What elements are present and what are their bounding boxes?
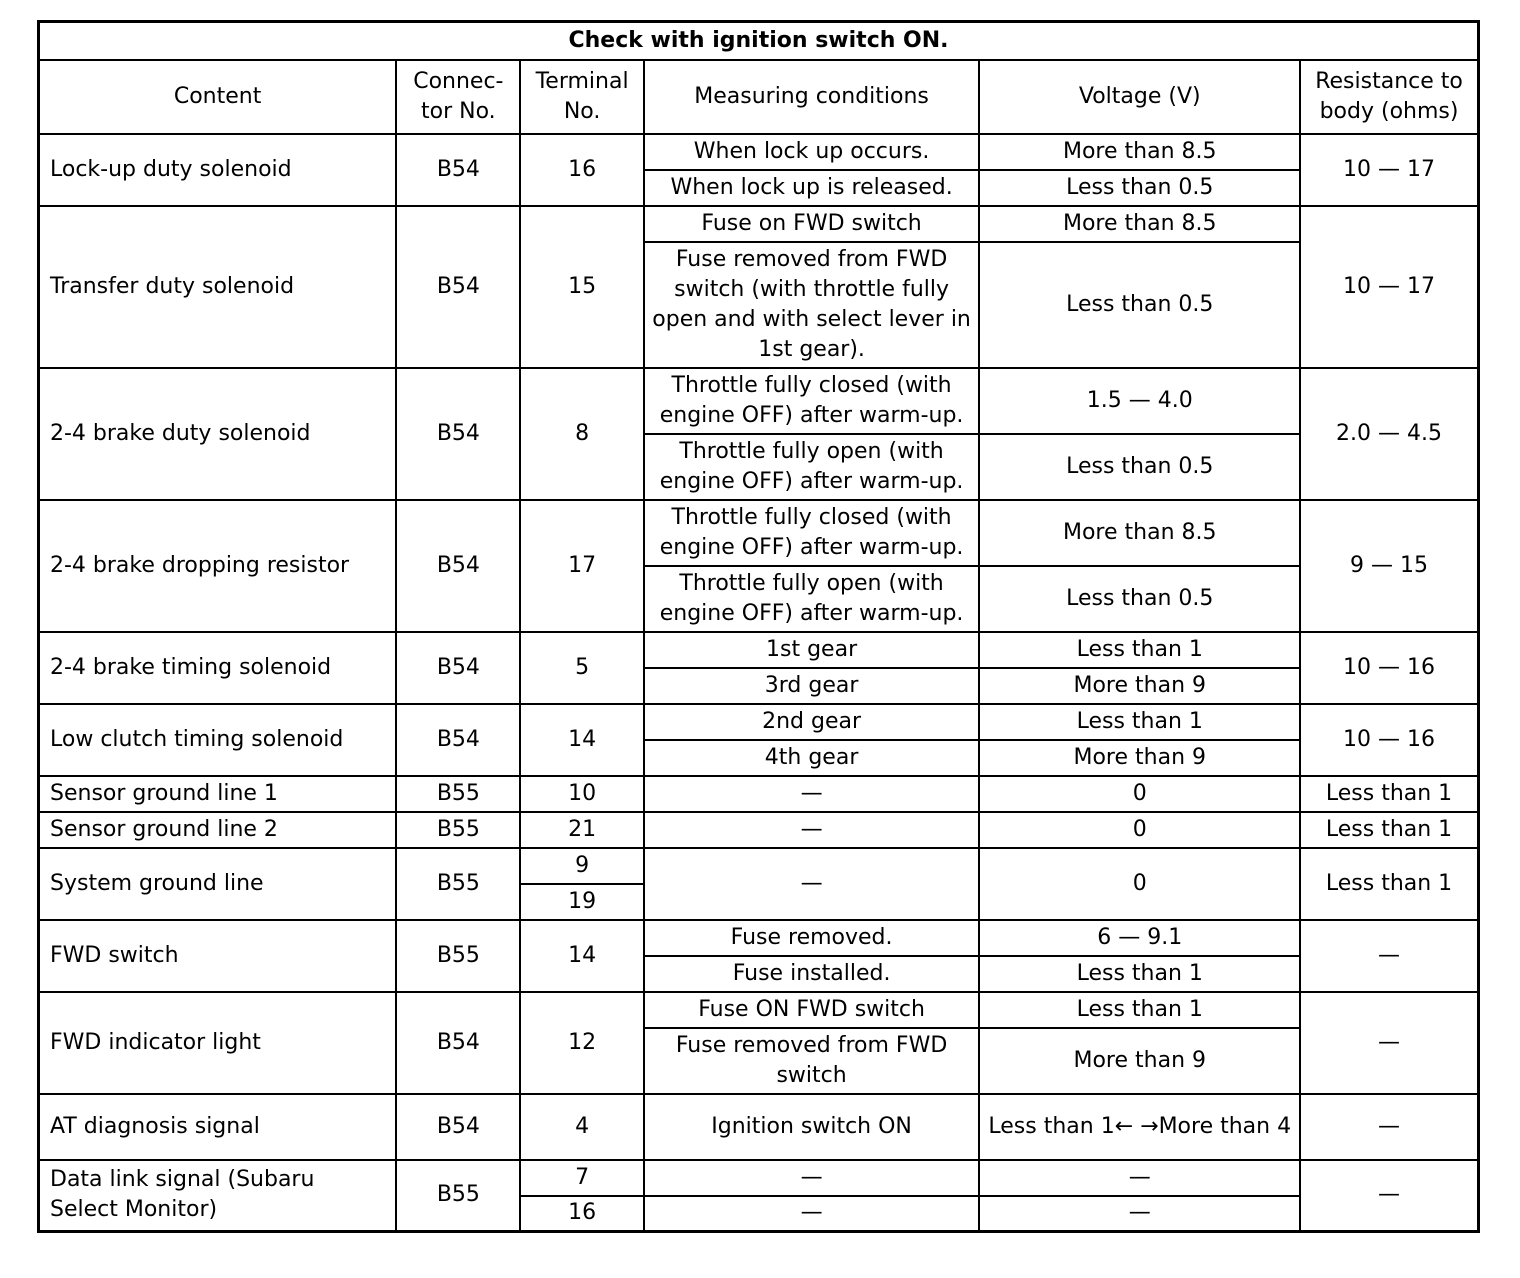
terminal-cell: 19 [520,884,643,920]
resistance-cell: — [1300,920,1478,992]
content-cell: Lock-up duty solenoid [39,134,397,206]
resistance-cell: — [1300,1094,1478,1160]
table-row [39,776,1479,812]
terminal-cell: 5 [520,632,643,704]
voltage-cell: More than 8.5 [979,206,1300,242]
condition-cell: 3rd gear [644,668,980,704]
voltage-cell: Less than 0.5 [979,242,1300,368]
table-row [39,368,1479,434]
voltage-cell: More than 8.5 [979,134,1300,170]
condition-cell: Fuse installed. [644,956,980,992]
resistance-cell: Less than 1 [1300,776,1478,812]
condition-cell: Throttle fully open (with engine OFF) after warm-up. [644,434,980,500]
condition-cell: Throttle fully closed (with engine OFF) after warm-up. [644,368,980,434]
content-cell: 2-4 brake timing solenoid [39,632,397,704]
connector-cell: B54 [396,134,520,206]
terminal-cell: 8 [520,368,643,500]
voltage-cell: 1.5 — 4.0 [979,368,1300,434]
condition-cell: — [644,1196,980,1232]
table-row [39,134,1479,170]
header-connector: Connec-tor No. [396,60,520,134]
condition-cell: When lock up is released. [644,170,980,206]
table-row [39,1160,1479,1196]
connector-cell: B54 [396,704,520,776]
content-cell: Low clutch timing solenoid [39,704,397,776]
voltage-check-table [37,20,1480,1233]
connector-cell: B54 [396,206,520,368]
header-conditions: Measuring conditions [644,60,980,134]
condition-cell: Throttle fully open (with engine OFF) after warm-up. [644,566,980,632]
content-cell: FWD switch [39,920,397,992]
table-row [39,848,1479,884]
voltage-cell: More than 9 [979,740,1300,776]
resistance-cell: 10 — 16 [1300,632,1478,704]
voltage-cell: 0 [979,776,1300,812]
voltage-cell: — [979,1196,1300,1232]
condition-cell: 2nd gear [644,704,980,740]
connector-cell: B54 [396,500,520,632]
table-row [39,920,1479,956]
condition-cell: Fuse removed from FWD switch (with throttle fully open and with select lever in 1st gear). [644,242,980,368]
resistance-cell: 9 — 15 [1300,500,1478,632]
table-row [39,206,1479,242]
condition-cell: Fuse ON FWD switch [644,992,980,1028]
content-cell: Sensor ground line 1 [39,776,397,812]
header-terminal: Terminal No. [520,60,643,134]
condition-cell: 4th gear [644,740,980,776]
voltage-cell: Less than 1 [979,704,1300,740]
header-row [39,60,1479,134]
voltage-cell: Less than 1 [979,632,1300,668]
header-voltage: Voltage (V) [979,60,1300,134]
content-cell: AT diagnosis signal [39,1094,397,1160]
voltage-cell: More than 8.5 [979,500,1300,566]
condition-cell: — [644,848,980,920]
condition-cell: 1st gear [644,632,980,668]
terminal-cell: 14 [520,704,643,776]
content-cell: Data link signal (Subaru Select Monitor) [39,1160,397,1232]
terminal-cell: 16 [520,134,643,206]
content-cell: Transfer duty solenoid [39,206,397,368]
voltage-cell: — [979,1160,1300,1196]
terminal-cell: 4 [520,1094,643,1160]
condition-cell: Throttle fully closed (with engine OFF) after warm-up. [644,500,980,566]
voltage-cell: 0 [979,812,1300,848]
table-row [39,992,1479,1028]
voltage-cell: Less than 1← →More than 4 [979,1094,1300,1160]
terminal-cell: 15 [520,206,643,368]
connector-cell: B54 [396,992,520,1094]
resistance-cell: 10 — 17 [1300,206,1478,368]
voltage-cell: Less than 1 [979,956,1300,992]
voltage-cell: More than 9 [979,668,1300,704]
resistance-cell: 2.0 — 4.5 [1300,368,1478,500]
resistance-cell: Less than 1 [1300,812,1478,848]
voltage-cell: Less than 0.5 [979,434,1300,500]
terminal-cell: 21 [520,812,643,848]
connector-cell: B55 [396,920,520,992]
connector-cell: B54 [396,632,520,704]
content-cell: System ground line [39,848,397,920]
content-cell: Sensor ground line 2 [39,812,397,848]
condition-cell: When lock up occurs. [644,134,980,170]
terminal-cell: 14 [520,920,643,992]
table-title: Check with ignition switch ON. [39,22,1479,60]
voltage-cell: Less than 0.5 [979,170,1300,206]
table-row [39,812,1479,848]
voltage-cell: 6 — 9.1 [979,920,1300,956]
content-cell: 2-4 brake dropping resistor [39,500,397,632]
resistance-cell: — [1300,992,1478,1094]
table-row [39,500,1479,566]
connector-cell: B55 [396,776,520,812]
resistance-cell: Less than 1 [1300,848,1478,920]
voltage-cell: 0 [979,848,1300,920]
condition-cell: Fuse removed. [644,920,980,956]
resistance-cell: 10 — 17 [1300,134,1478,206]
content-cell: 2-4 brake duty solenoid [39,368,397,500]
terminal-cell: 17 [520,500,643,632]
voltage-cell: Less than 0.5 [979,566,1300,632]
resistance-cell: — [1300,1160,1478,1232]
header-content: Content [39,60,397,134]
connector-cell: B55 [396,848,520,920]
condition-cell: Ignition switch ON [644,1094,980,1160]
connector-cell: B55 [396,812,520,848]
voltage-cell: Less than 1 [979,992,1300,1028]
resistance-cell: 10 — 16 [1300,704,1478,776]
table-row [39,1094,1479,1160]
table-row [39,704,1479,740]
connector-cell: B54 [396,368,520,500]
connector-cell: B55 [396,1160,520,1232]
title-row [39,22,1479,60]
header-resistance: Resistance to body (ohms) [1300,60,1478,134]
terminal-cell: 7 [520,1160,643,1196]
condition-cell: — [644,1160,980,1196]
condition-cell: Fuse on FWD switch [644,206,980,242]
terminal-cell: 16 [520,1196,643,1232]
condition-cell: — [644,776,980,812]
condition-cell: — [644,812,980,848]
content-cell: FWD indicator light [39,992,397,1094]
terminal-cell: 10 [520,776,643,812]
voltage-cell: More than 9 [979,1028,1300,1094]
table-row [39,632,1479,668]
condition-cell: Fuse removed from FWD switch [644,1028,980,1094]
terminal-cell: 9 [520,848,643,884]
connector-cell: B54 [396,1094,520,1160]
terminal-cell: 12 [520,992,643,1094]
